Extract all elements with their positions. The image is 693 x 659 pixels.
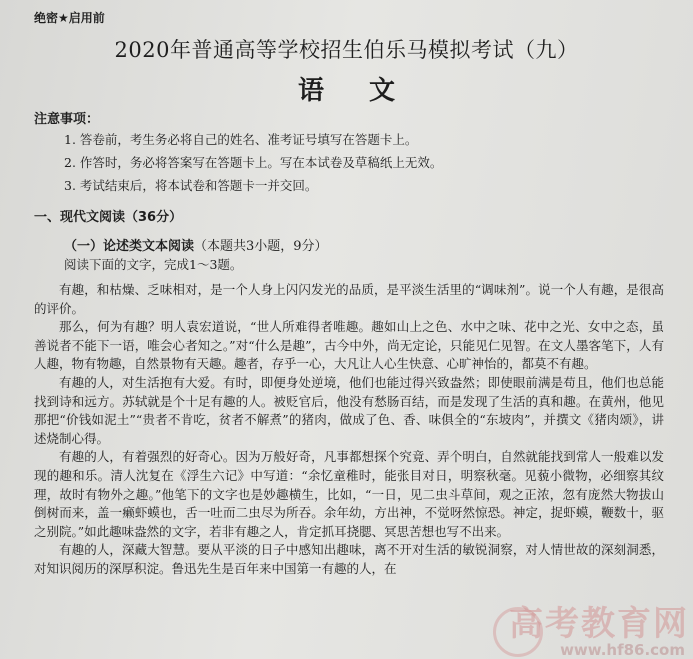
- passage-paragraph: 有趣的人，深藏大智慧。要从平淡的日子中感知出趣味，离不开对生活的敏锐洞察，对人情世故的深刻洞悉，对知识阅历的深厚积淀。鲁迅先生是百年来中国第一有趣的人，在: [34, 542, 664, 576]
- watermark-text: 高考教育网: [509, 604, 689, 644]
- passage-paragraph: 那么，何为有趣？明人袁宏道说，“世人所难得者唯趣。趣如山上之色、水中之味、花中之光、女中之态，虽善说者不能下一语，唯会心者知之。”对“什么是趣”，古今中外，尚无定论，只能见仁见智。在文人墨客笔下，人有人趣，物有物趣，自然景物有天趣。趣者，存乎一心，大凡让人心生快意、心旷神怡的，都莫不有趣。: [34, 319, 664, 372]
- watermark-url: www.hf86.com: [560, 641, 685, 659]
- section-heading: 一、现代文阅读（36分）: [34, 210, 183, 225]
- secret-label: 绝密★启用前: [34, 11, 105, 25]
- passage-paragraph: 有趣的人，有着强烈的好奇心。因为万般好奇，凡事都想探个究竟、弄个明白，自然就能找到常人一般难以发现的趣和乐。清人沈复在《浮生六记》中写道：“余忆童稚时，能张目对日，明察秋毫。见藐小微物，必细察其纹理，故时有物外之趣。”他笔下的文字也是妙趣横生，比如，“一日，见二虫斗草间，观之正浓，忽有庞然大物拔山倒树而来，盖一癞虾蟆也，舌一吐而二虫尽为所吞。余年幼，方出神，不觉呀然惊恐。神定，捉虾蟆，鞭数十，驱之别院。”如此趣味盎然的文字，若非有趣之人，肯定抓耳挠腮、冥思苦想也写不出来。: [34, 449, 664, 539]
- subject-title: 语 文: [297, 76, 414, 106]
- notice-item: 1. 答卷前，考生务必将自己的姓名、准考证号填写在答题卡上。: [64, 132, 418, 147]
- subsection-label: （一）论述类文本阅读: [64, 239, 195, 254]
- passage-paragraph: 有趣的人，对生活抱有大爱。有时，即便身处逆境，他们也能过得兴致盎然；即使眼前满是苟且，他们也总能找到诗和远方。苏轼就是个十足有趣的人。被贬官后，他没有愁肠百结，而是发现了生活的真和趣。在黄州，他见那把“价钱如泥土”“贵者不肯吃，贫者不解煮”的猪肉，做成了色、香、味俱全的“东坡肉”，并撰文《猪肉颂》，讲述烧制心得。: [34, 374, 664, 446]
- notice-item: 2. 作答时，务必将答案写在答题卡上。写在本试卷及草稿纸上无效。: [64, 155, 443, 170]
- subsection-heading: [64, 235, 328, 254]
- reading-instruction: 阅读下面的文字，完成1～3题。: [64, 257, 243, 272]
- subsection-note: （本题共3小题，9分）: [194, 239, 328, 254]
- exam-title: 2020年普通高等学校招生伯乐马模拟考试（九）: [114, 38, 579, 62]
- passage-paragraph: 有趣，和枯燥、乏味相对，是一个人身上闪闪发光的品质，是平淡生活里的“调味剂”。说一个人有趣，是很高的评价。: [34, 282, 664, 316]
- reading-passage: [34, 281, 664, 579]
- notice-heading: 注意事项：: [34, 112, 100, 127]
- notice-item: 3. 考试结束后，将本试卷和答题卡一并交回。: [64, 178, 318, 193]
